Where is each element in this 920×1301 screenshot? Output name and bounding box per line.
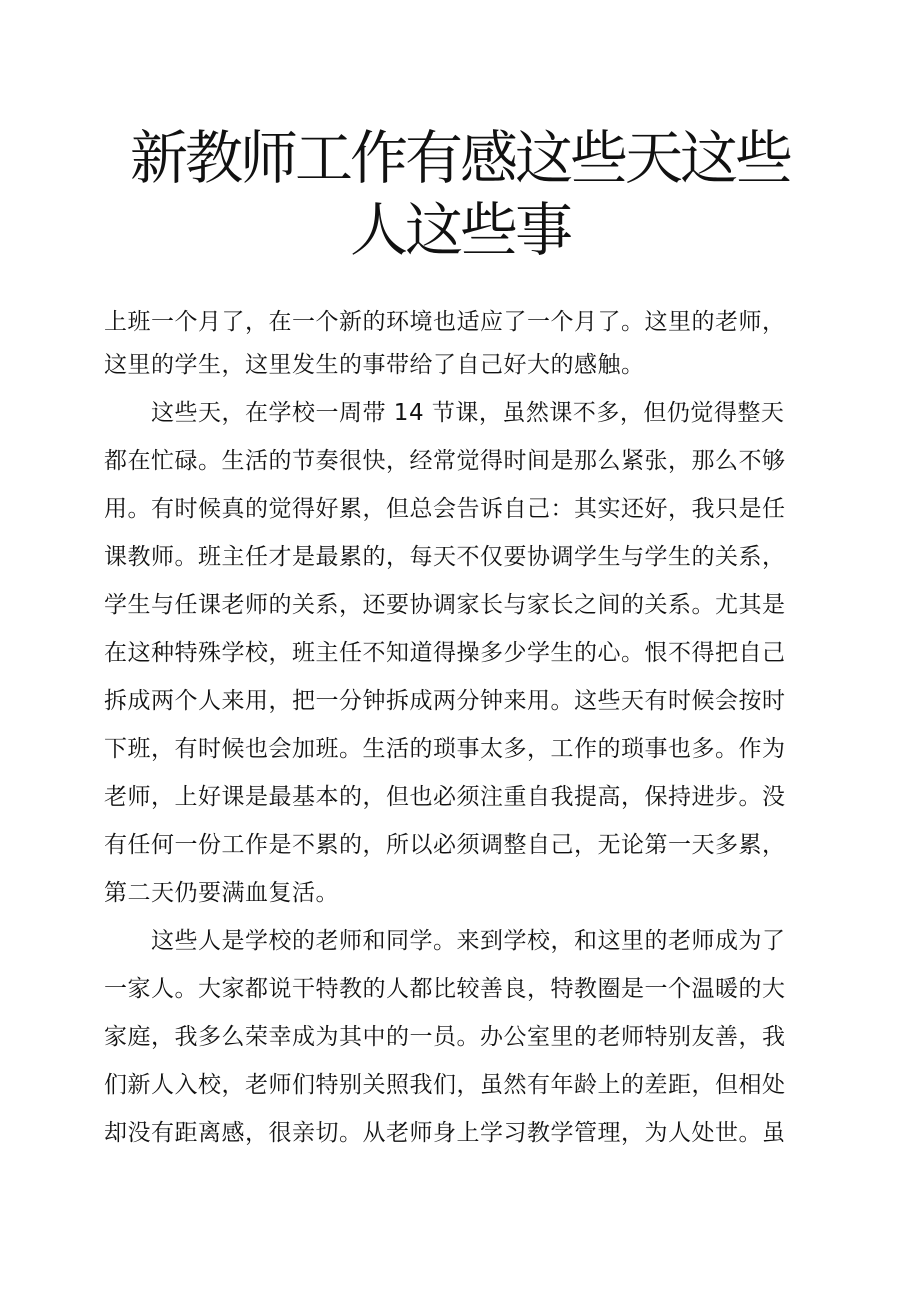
paragraph-line: 上班一个月了，在一个新的环境也适应了一个月了。这里的老师， bbox=[104, 309, 786, 335]
paragraph-line: 这些天，在学校一周带 14 节课，虽然课不多，但仍觉得整天 bbox=[104, 400, 785, 426]
paragraph-line: 学生与任课老师的关系，还要协调家长与家长之间的关系。尤其是 bbox=[104, 592, 786, 618]
paragraph bbox=[104, 391, 824, 919]
title-line: 人这些事 bbox=[349, 196, 570, 264]
paragraph-line: 有任何一份工作是不累的，所以必须调整自己，无论第一天多累， bbox=[104, 832, 786, 858]
paragraph-line: 第二天仍要满血复活。 bbox=[104, 880, 339, 906]
paragraph-line: 课教师。班主任才是最累的，每天不仅要协调学生与学生的关系， bbox=[104, 544, 786, 570]
paragraph-line: 一家人。大家都说干特教的人都比较善良，特教圈是一个温暖的大 bbox=[104, 976, 786, 1002]
paragraph-line: 们新人入校，老师们特别关照我们，虽然有年龄上的差距，但相处 bbox=[104, 1072, 786, 1098]
title-line: 新教师工作有感这些天这些 bbox=[129, 124, 790, 192]
paragraph-line: 都在忙碌。生活的节奏很快，经常觉得时间是那么紧张，那么不够 bbox=[104, 448, 786, 474]
paragraph bbox=[104, 919, 824, 1159]
paragraph-line: 在这种特殊学校，班主任不知道得操多少学生的心。恨不得把自己 bbox=[104, 640, 786, 666]
paragraph-line: 这些人是学校的老师和同学。来到学校，和这里的老师成为了 bbox=[104, 928, 786, 954]
paragraph-line: 拆成两个人来用，把一分钟拆成两分钟来用。这些天有时候会按时 bbox=[104, 688, 786, 714]
paragraph-line: 老师，上好课是最基本的，但也必须注重自我提高，保持进步。没 bbox=[104, 784, 786, 810]
document-title bbox=[0, 122, 920, 266]
document-body bbox=[104, 300, 824, 1159]
paragraph-line: 用。有时候真的觉得好累，但总会告诉自己：其实还好，我只是任 bbox=[104, 496, 786, 522]
paragraph-line: 家庭，我多么荣幸成为其中的一员。办公室里的老师特别友善，我 bbox=[104, 1024, 786, 1050]
paragraph bbox=[104, 300, 824, 391]
paragraph-line: 这里的学生，这里发生的事带给了自己好大的感触。 bbox=[104, 352, 645, 378]
paragraph-line: 却没有距离感，很亲切。从老师身上学习教学管理，为人处世。虽 bbox=[104, 1120, 786, 1146]
paragraph-line: 下班，有时候也会加班。生活的琐事太多，工作的琐事也多。作为 bbox=[104, 736, 786, 762]
